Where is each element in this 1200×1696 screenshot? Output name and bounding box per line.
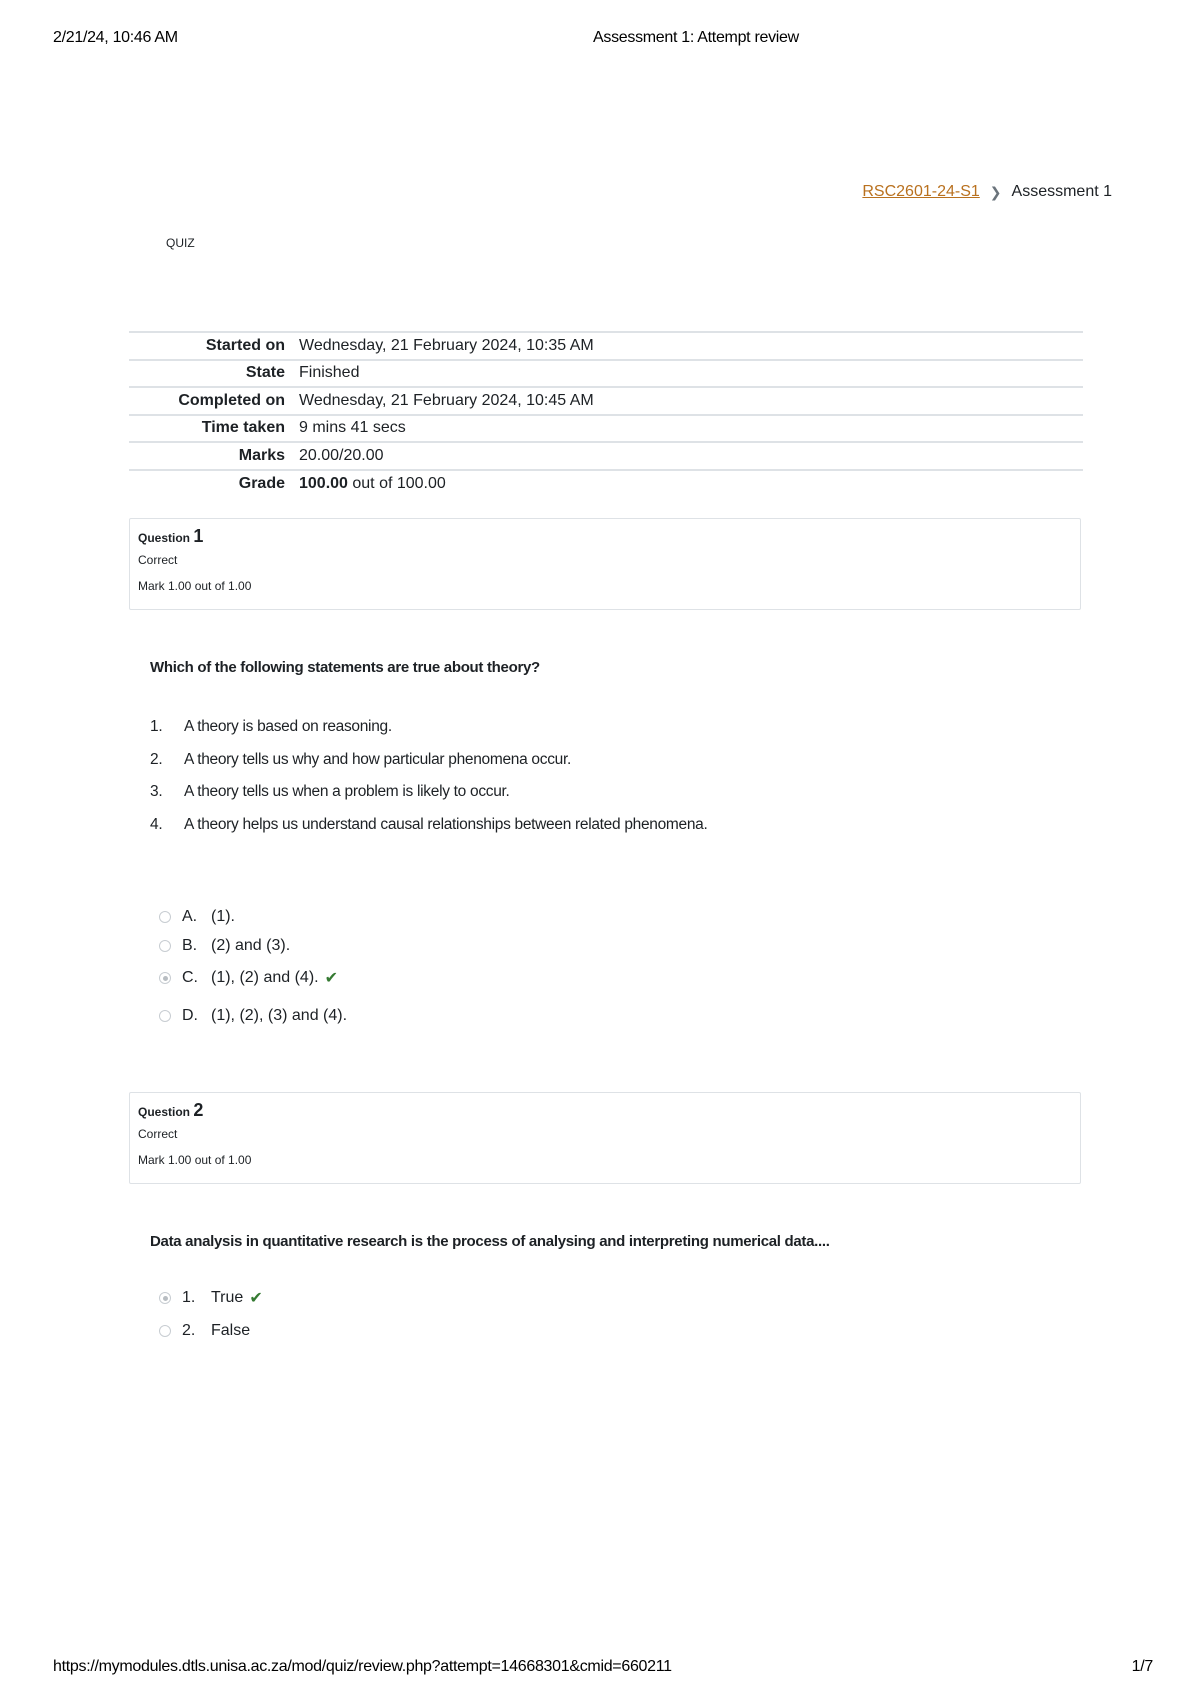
summary-row [129, 332, 1083, 360]
summary-label: Grade [238, 474, 285, 492]
answer-option[interactable] [159, 1280, 263, 1316]
answer-text: (1), (2) and (4). [211, 969, 319, 986]
answer-text: False [211, 1321, 251, 1339]
statement-item [150, 783, 708, 816]
statement-number: 3. [150, 783, 163, 800]
question-label: Question [138, 1105, 191, 1119]
summary-row [129, 415, 1083, 443]
summary-label: State [245, 364, 285, 382]
print-page-number: 1/7 [1131, 1658, 1153, 1675]
statement-text: A theory tells us why and how particular phenomena occur. [184, 750, 571, 768]
statement-number: 2. [150, 750, 163, 768]
breadcrumb [862, 183, 1112, 201]
question-text: Which of the following statements are true about theory? [150, 659, 540, 676]
summary-row [129, 470, 1083, 498]
answer-option[interactable] [159, 931, 347, 960]
answer-letter: 2. [182, 1321, 196, 1339]
summary-value: Wednesday, 21 February 2024, 10:45 AM [299, 391, 594, 409]
statement-number: 4. [150, 815, 163, 833]
statement-item [150, 816, 708, 849]
summary-label: Started on [205, 336, 285, 354]
question-number-value: 2 [193, 1100, 204, 1120]
question-state: Correct [138, 553, 178, 567]
question-number [138, 1100, 1072, 1121]
summary-value: 20.00/20.00 [299, 446, 384, 464]
summary-value: Finished [299, 364, 360, 382]
answer-options-1 [159, 902, 347, 1036]
radio-button[interactable] [159, 972, 171, 984]
answer-letter: D. [182, 1007, 198, 1024]
answer-option[interactable] [159, 902, 347, 931]
answer-option[interactable] [159, 996, 347, 1036]
answer-letter: C. [182, 969, 198, 986]
summary-value: 9 mins 41 secs [299, 419, 406, 437]
answer-text: (1). [211, 907, 235, 925]
radio-button[interactable] [159, 1325, 171, 1337]
summary-label: Time taken [201, 419, 285, 437]
answer-text: (2) and (3). [211, 936, 291, 954]
question-grade: Mark 1.00 out of 1.00 [138, 1153, 252, 1167]
question-info-1 [129, 518, 1081, 610]
summary-row [129, 360, 1083, 388]
breadcrumb-course-link[interactable]: RSC2601-24-S1 [862, 183, 980, 200]
summary-label: Completed on [178, 391, 285, 409]
statement-text: A theory helps us understand causal relationships between related phenomena. [184, 815, 708, 833]
summary-row [129, 387, 1083, 415]
grade-out-of: out of 100.00 [347, 474, 446, 492]
statement-text: A theory tells us when a problem is likely to occur. [184, 783, 510, 800]
answer-option[interactable] [159, 1316, 263, 1345]
chevron-right-icon: ❯ [989, 183, 1002, 200]
summary-label: Marks [238, 446, 285, 464]
answer-option[interactable] [159, 960, 347, 996]
answer-text: (1), (2), (3) and (4). [211, 1007, 348, 1024]
question-number [138, 526, 1072, 547]
summary-value: Wednesday, 21 February 2024, 10:35 AM [299, 336, 594, 354]
question-label: Question [138, 531, 191, 545]
answer-letter: 1. [182, 1289, 196, 1306]
grade-value: 100.00 [299, 474, 348, 492]
summary-value [299, 470, 1083, 498]
check-icon: ✔ [249, 1290, 263, 1307]
statement-text: A theory is based on reasoning. [184, 718, 392, 735]
radio-button[interactable] [159, 940, 171, 952]
summary-row [129, 442, 1083, 470]
answer-options-2 [159, 1280, 263, 1345]
answer-letter: A. [182, 907, 198, 925]
question-grade: Mark 1.00 out of 1.00 [138, 579, 252, 593]
attempt-summary-table [129, 331, 1083, 497]
print-page-title: Assessment 1: Attempt review [593, 29, 799, 46]
question-state: Correct [138, 1127, 178, 1141]
statement-item [150, 718, 708, 751]
statement-item [150, 751, 708, 784]
statement-list [150, 718, 708, 848]
answer-letter: B. [182, 936, 198, 954]
breadcrumb-current: Assessment 1 [1011, 183, 1112, 200]
quiz-label: QUIZ [166, 236, 195, 250]
print-datetime: 2/21/24, 10:46 AM [53, 29, 178, 46]
radio-button[interactable] [159, 911, 171, 923]
statement-number: 1. [150, 718, 163, 735]
print-url: https://mymodules.dtls.unisa.ac.za/mod/quiz/review.php?attempt=14668301&cmid=660211 [53, 1658, 672, 1675]
radio-button[interactable] [159, 1010, 171, 1022]
answer-text: True [211, 1289, 244, 1306]
radio-button[interactable] [159, 1292, 171, 1304]
question-info-2 [129, 1092, 1081, 1184]
check-icon: ✔ [324, 970, 338, 987]
question-number-value: 1 [193, 526, 204, 546]
question-text: Data analysis in quantitative research is the process of analysing and interpreting numerical data.... [150, 1233, 830, 1250]
